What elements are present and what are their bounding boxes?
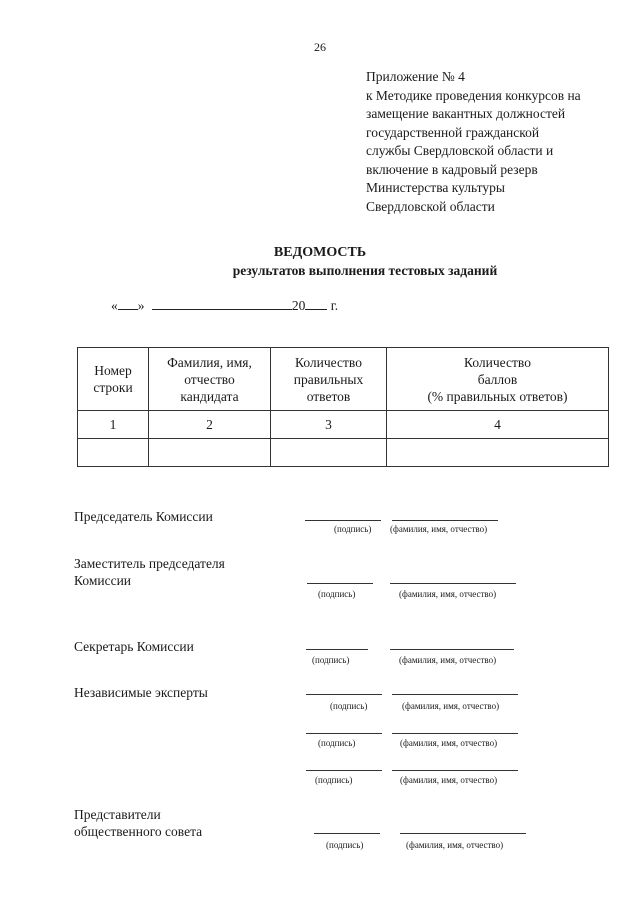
public-label-line2: общественного совета [74, 824, 203, 839]
expert2-signature-line [306, 733, 382, 734]
chair-label: Председатель Комиссии [74, 509, 213, 524]
year-blank [305, 308, 327, 310]
appendix-line: Министерства культуры [366, 180, 505, 195]
month-blank [152, 308, 292, 310]
table-cell [271, 439, 387, 467]
header-row-number: Номер строки [78, 348, 149, 411]
table-cell [149, 439, 271, 467]
secretary-name-caption: (фамилия, имя, отчество) [399, 655, 497, 665]
appendix-line: включение в кадровый резерв [366, 161, 538, 177]
secretary-signature-line [306, 649, 368, 650]
appendix-line: Свердловской области [366, 198, 495, 214]
expert3-name-line [392, 770, 518, 771]
secretary-label: Секретарь Комиссии [74, 639, 194, 654]
expert1-name-line [392, 694, 518, 695]
table-header-row [78, 348, 609, 411]
chair-signature-line [305, 520, 381, 521]
appendix-line: к Методике проведения конкурсов на [366, 87, 581, 103]
table-number-row [78, 411, 609, 439]
document-title: ВЕДОМОСТЬ [273, 245, 367, 260]
expert2-name-line [392, 733, 518, 734]
public-signature-line [314, 833, 380, 834]
public-name-caption: (фамилия, имя, отчество) [406, 840, 504, 850]
appendix-line: Приложение № 4 [366, 69, 465, 84]
date-line [111, 298, 338, 314]
experts-label: Независимые эксперты [74, 685, 208, 700]
expert1-signature-line [306, 694, 382, 695]
date-open-quote: « [111, 298, 118, 313]
header-candidate-name: Фамилия, имя, отчество кандидата [149, 348, 271, 411]
table-cell: 2 [149, 411, 271, 439]
public-signature-caption: (подпись) [326, 840, 364, 850]
table-cell [387, 439, 609, 467]
deputy-name-line [390, 583, 516, 584]
expert2-name-caption: (фамилия, имя, отчество) [400, 738, 498, 748]
expert3-signature-line [306, 770, 382, 771]
secretary-signature-caption: (подпись) [312, 655, 350, 665]
public-label-line1: Представители [74, 807, 161, 822]
appendix-header [366, 68, 626, 216]
header-score: Количество баллов (% правильных ответов) [387, 348, 609, 411]
appendix-line: службы Свердловской области и [366, 143, 554, 158]
expert3-signature-caption: (подпись) [315, 775, 353, 785]
date-close-quote: » [137, 298, 145, 313]
results-table [77, 347, 609, 467]
deputy-label-line2: Комиссии [74, 573, 132, 588]
appendix-line: государственной гражданской [366, 124, 540, 140]
expert3-name-caption: (фамилия, имя, отчество) [400, 775, 498, 785]
chair-signature-caption: (подпись) [334, 524, 372, 534]
deputy-signature-caption: (подпись) [318, 589, 356, 599]
expert1-name-caption: (фамилия, имя, отчество) [402, 701, 500, 711]
table-cell: 1 [78, 411, 149, 439]
deputy-label-line1: Заместитель председателя [74, 556, 225, 571]
table-cell [78, 439, 149, 467]
secretary-name-line [390, 649, 514, 650]
expert1-signature-caption: (подпись) [330, 701, 368, 711]
day-blank [118, 308, 138, 310]
table-cell: 3 [271, 411, 387, 439]
year-suffix: г. [330, 298, 339, 313]
chair-name-caption: (фамилия, имя, отчество) [390, 524, 488, 534]
table-cell: 4 [387, 411, 609, 439]
expert2-signature-caption: (подпись) [318, 738, 356, 748]
deputy-name-caption: (фамилия, имя, отчество) [399, 589, 497, 599]
year-prefix: 20 [291, 298, 306, 313]
table-empty-row [78, 439, 609, 467]
deputy-signature-line [307, 583, 373, 584]
chair-name-line [392, 520, 498, 521]
document-subtitle: результатов выполнения тестовых заданий [232, 263, 498, 278]
page-number: 26 [314, 40, 326, 54]
public-name-line [400, 833, 526, 834]
header-correct-answers: Количество правильных ответов [271, 348, 387, 411]
appendix-line: замещение вакантных должностей [366, 106, 566, 121]
